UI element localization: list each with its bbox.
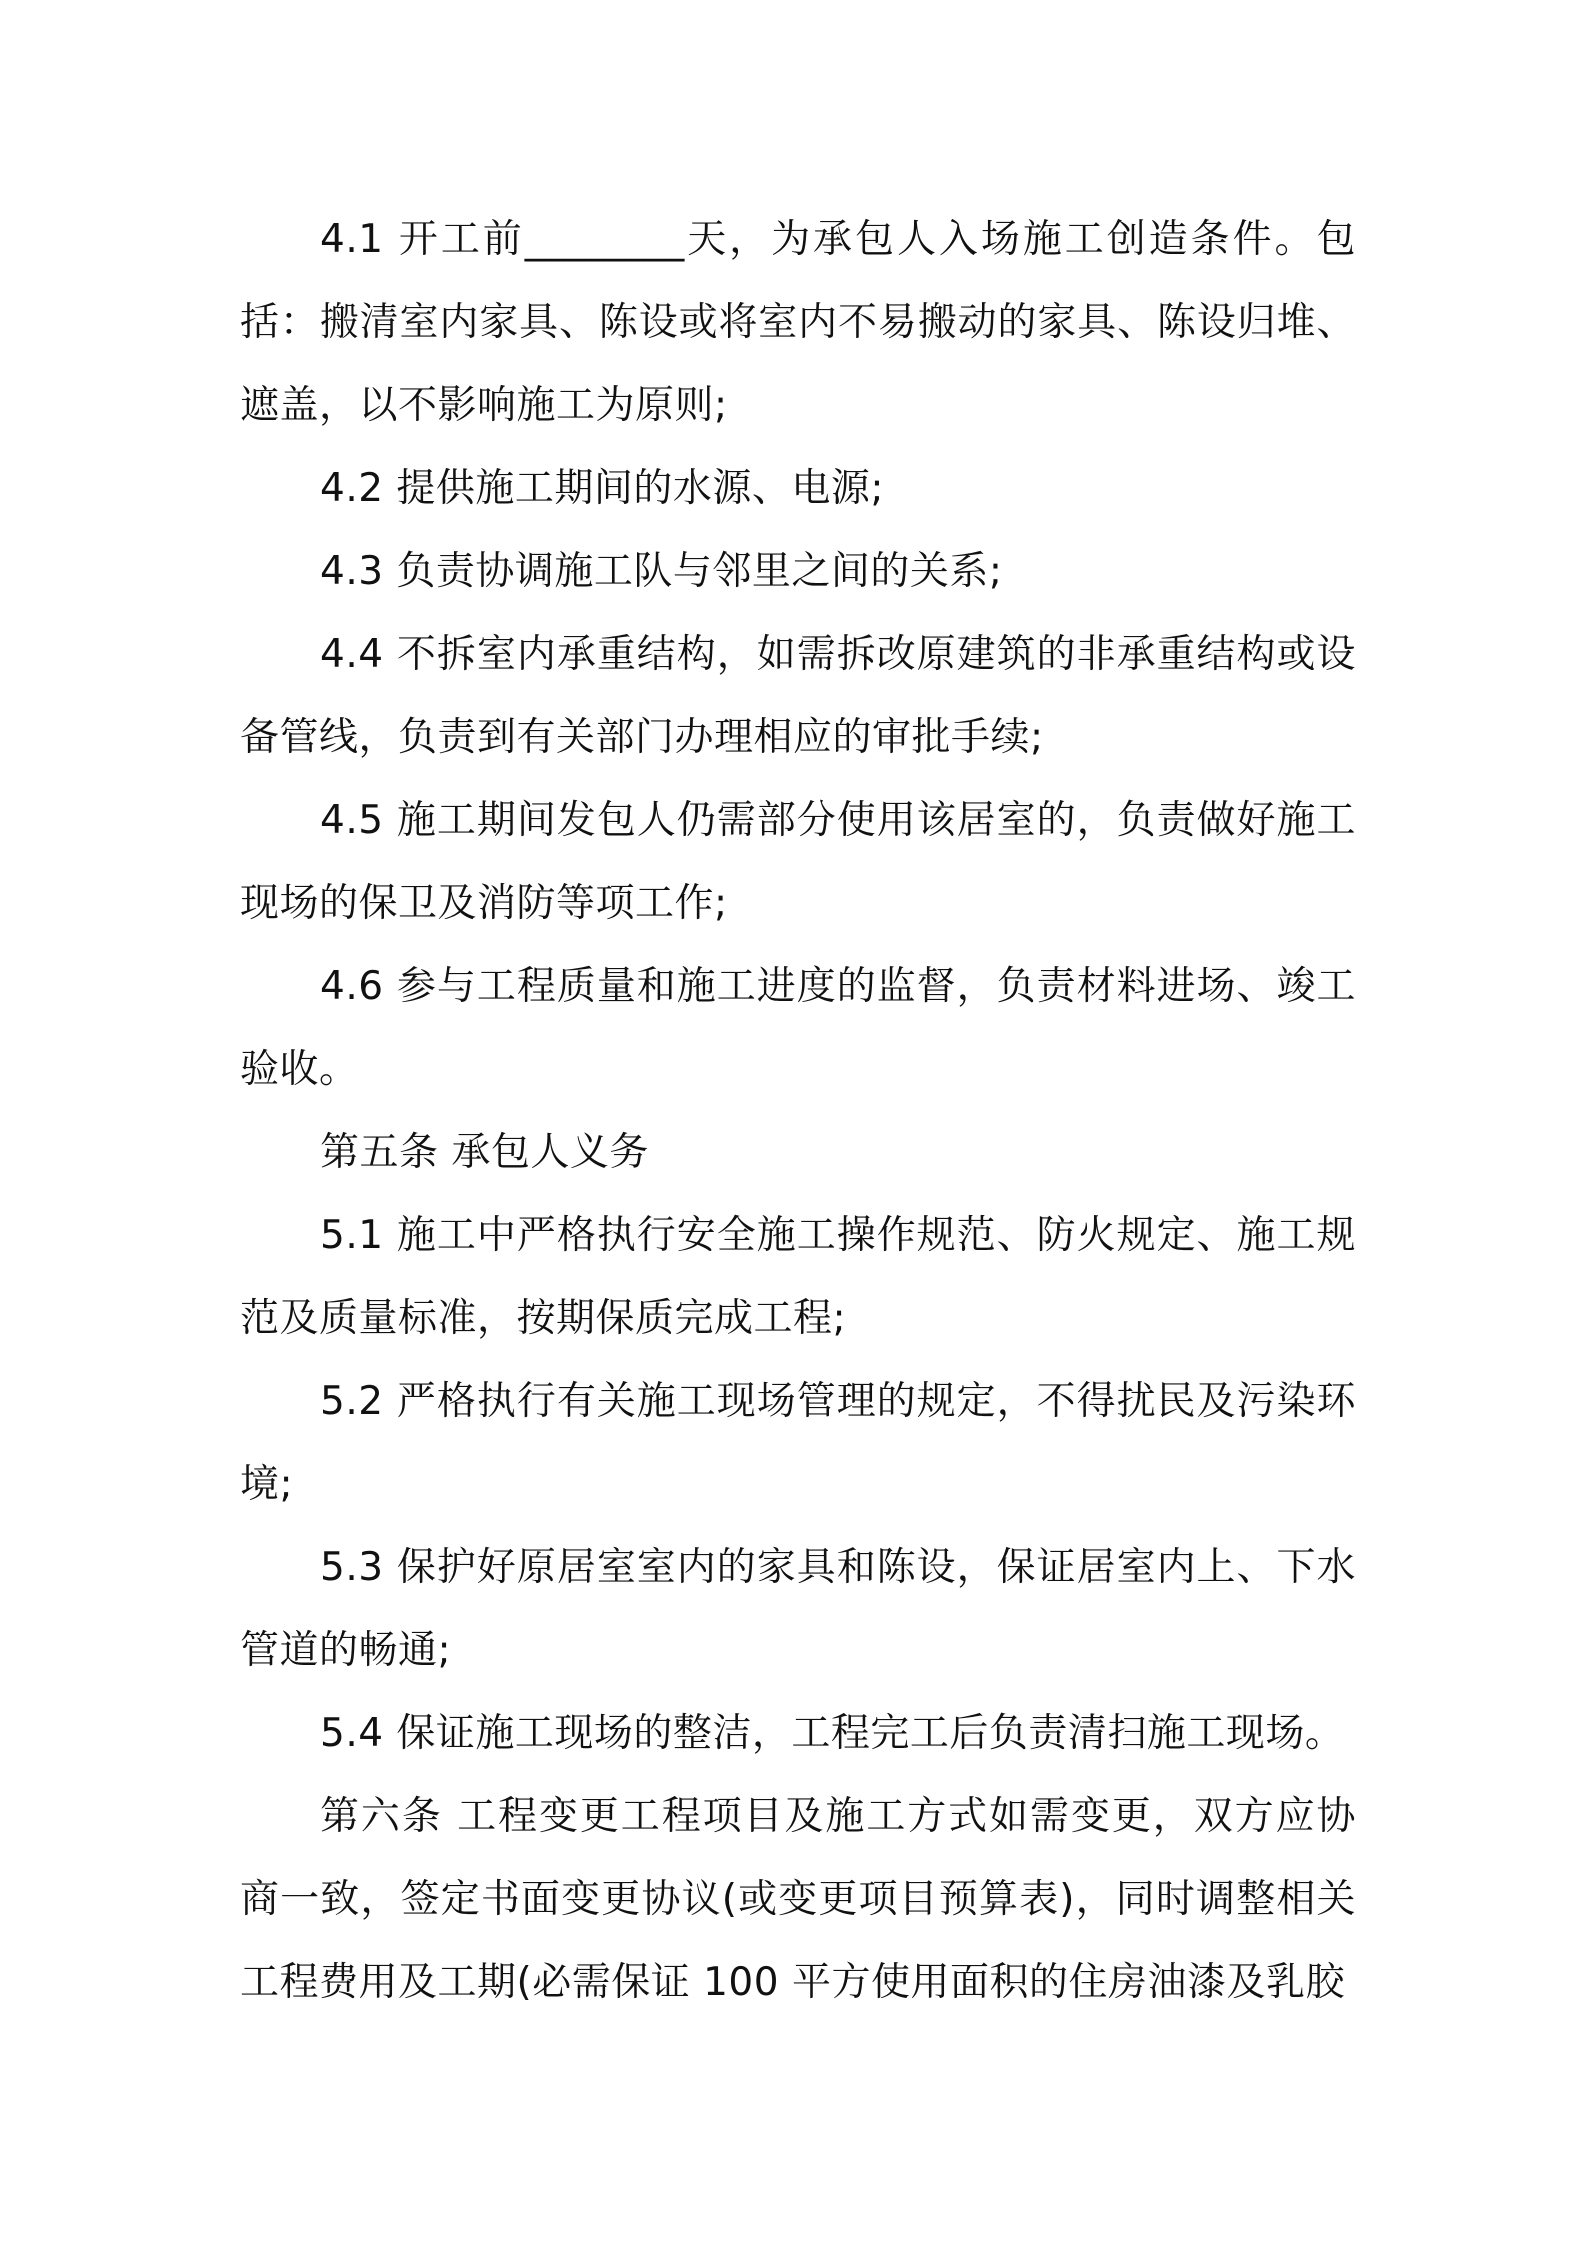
paragraph-5-4: 5.4 保证施工现场的整洁，工程完工后负责清扫施工现场。 [320,1711,1345,1756]
paragraph-article-6: 第六条 工程变更工程项目及施工方式如需变更，双方应协商一致，签定书面变更协议(或变更项目预算表)，同时调整相关工程费用及工期(必需保证 100 平方使用面积的住房油漆及乳胶 [240,1794,1356,2005]
paragraph-4-6: 4.6 参与工程质量和施工进度的监督，负责材料进场、竣工验收。 [240,964,1356,1092]
paragraph-5-2: 5.2 严格执行有关施工现场管理的规定，不得扰民及污染环境; [240,1379,1356,1507]
paragraph-4-1: 4.1 开工前________天，为承包人入场施工创造条件。包括：搬清室内家具、陈设或将室内不易搬动的家具、陈设归堆、遮盖，以不影响施工为原则; [240,217,1356,428]
paragraph-4-5: 4.5 施工期间发包人仍需部分使用该居室的，负责做好施工现场的保卫及消防等项工作; [240,798,1356,926]
paragraph-5-1: 5.1 施工中严格执行安全施工操作规范、防火规定、施工规范及质量标准，按期保质完成工程; [240,1213,1356,1341]
paragraph-4-3: 4.3 负责协调施工队与邻里之间的关系; [320,549,1003,594]
section-heading-article-5: 第五条 承包人义务 [320,1130,649,1175]
paragraph-4-2: 4.2 提供施工期间的水源、电源; [320,466,885,511]
paragraph-5-3: 5.3 保护好原居室室内的家具和陈设，保证居室内上、下水管道的畅通; [240,1545,1356,1673]
paragraph-4-4: 4.4 不拆室内承重结构，如需拆改原建筑的非承重结构或设备管线，负责到有关部门办理相应的审批手续; [240,632,1356,760]
document-body [240,198,1356,2024]
